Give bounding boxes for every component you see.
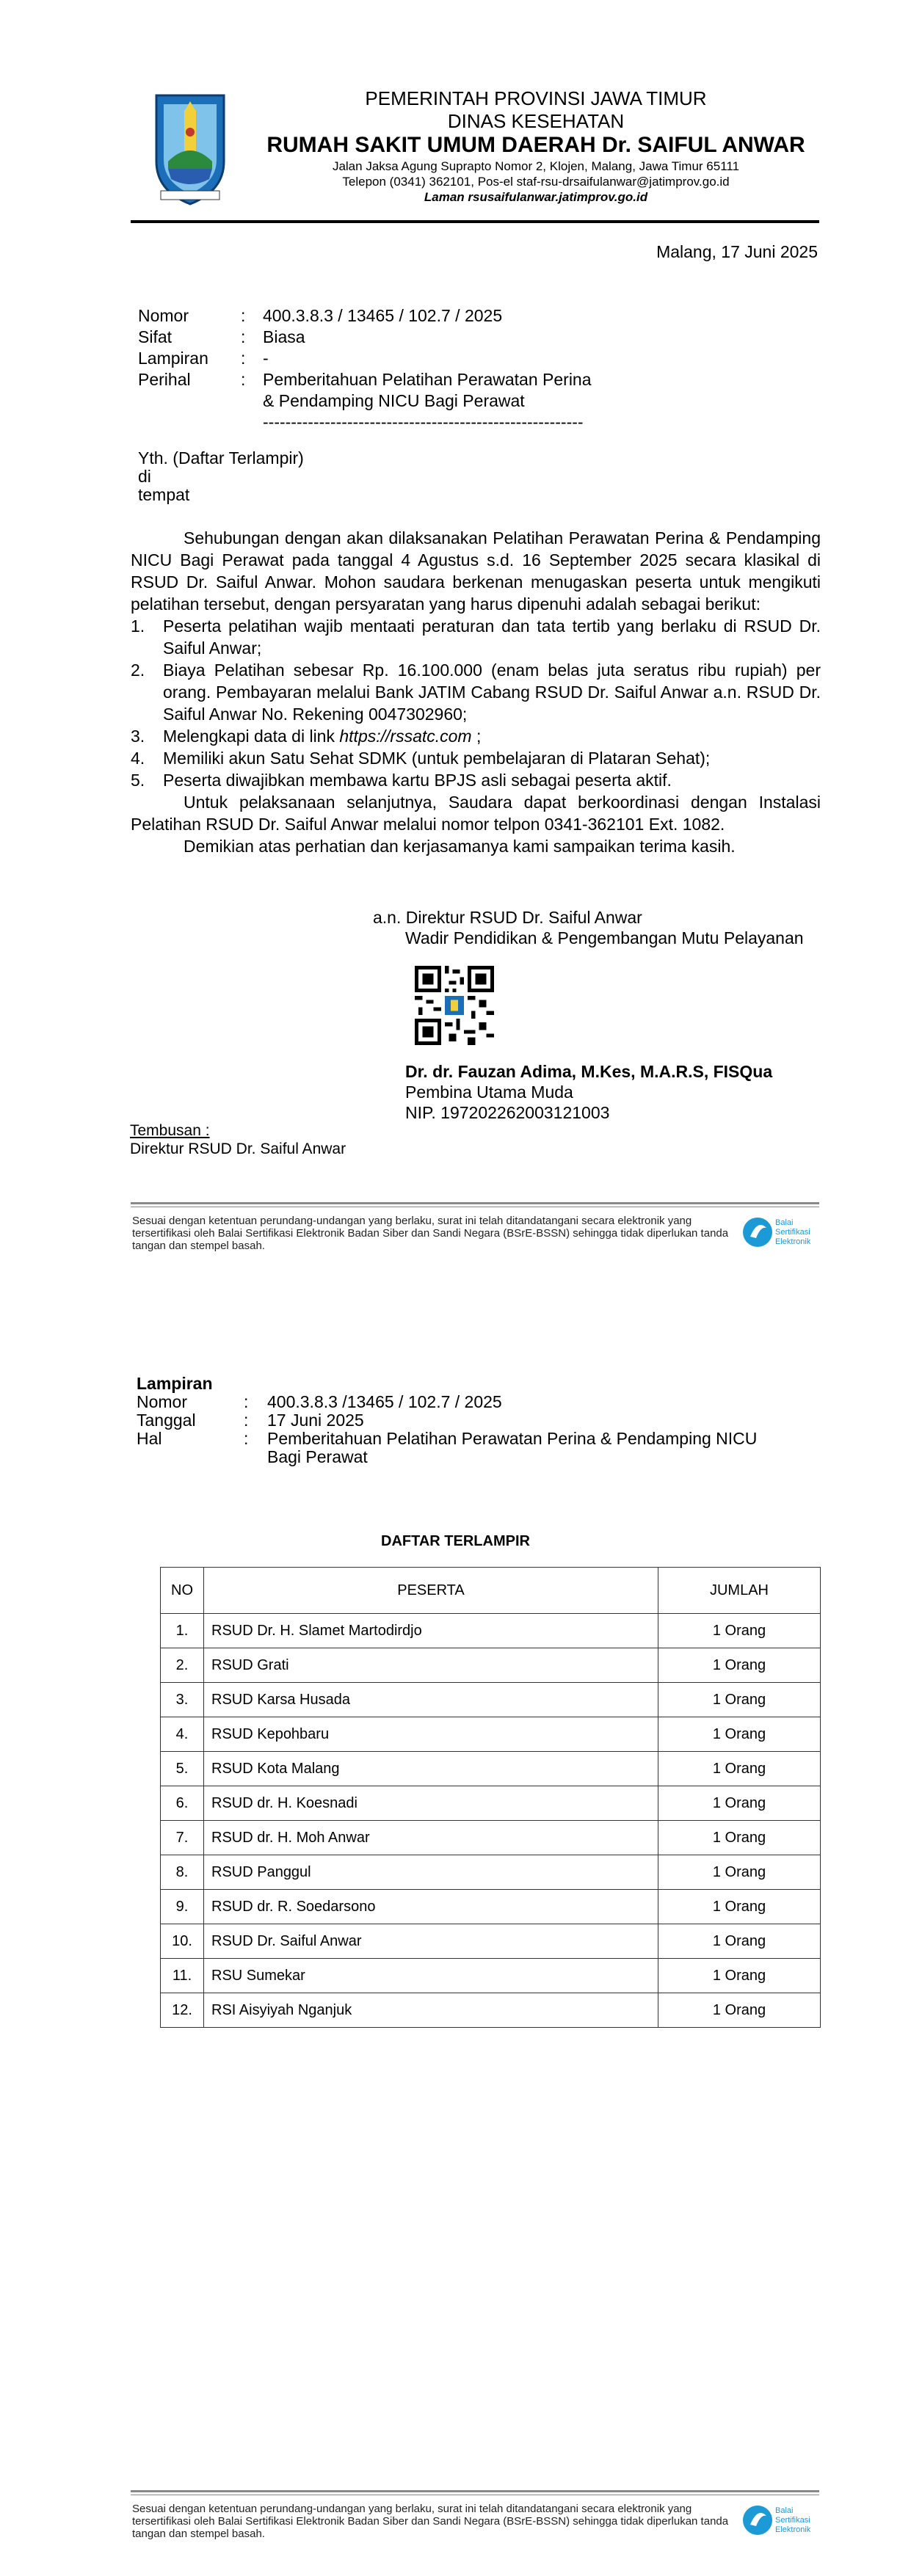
table-row	[161, 1959, 821, 1993]
row-number: 9.	[161, 1890, 204, 1924]
footer-divider	[131, 1202, 819, 1204]
letterhead-divider	[131, 220, 819, 223]
list-text: Melengkapi data di link	[163, 727, 340, 746]
perihal-dashes: ---------------------------------------------------------	[263, 412, 584, 432]
meta-value: 400.3.8.3 / 13465 / 102.7 / 2025	[263, 306, 503, 325]
signer-rank: Pembina Utama Muda	[405, 1083, 573, 1102]
hospital-contact: Telepon (0341) 362101, Pos-el staf-rsu-drsaifulanwar@jatimprov.go.id	[342, 175, 730, 189]
list-text: Biaya Pelatihan sebesar Rp. 16.100.000 (enam belas juta seratus ribu rupiah) per orang. Pembayaran melalui Bank JATIM Cabang RSUD Dr. Saiful Anwar a.n. RSUD Dr. Saiful Anwar No. Rekening 0047302960;	[163, 661, 821, 724]
meta-colon: :	[241, 306, 246, 325]
bsre-text: Balai	[775, 1218, 794, 1227]
attachment-row	[137, 1411, 781, 1430]
bsre-logo-icon	[741, 1212, 822, 1253]
row-number: 4.	[161, 1717, 204, 1752]
attachment-value: 400.3.8.3 /13465 / 102.7 / 2025	[267, 1392, 502, 1411]
meta-row	[138, 369, 630, 390]
row-quantity: 1 Orang	[658, 1890, 821, 1924]
row-number: 6.	[161, 1786, 204, 1821]
requirements-list	[131, 615, 821, 791]
e-signature-notice: Sesuai dengan ketentuan perundang-undangan yang berlaku, surat ini telah ditandatangani secara elektronik yang tersertifikasi oleh Balai Sertifikasi Elektronik Badan Siber dan Sandi Negara (BSrE-BSSN) sehingga tidak diperlukan tanda tangan dan stempel basah.	[132, 1215, 729, 1252]
meta-colon: :	[241, 327, 246, 346]
signer	[405, 1061, 772, 1123]
row-number: 7.	[161, 1821, 204, 1855]
carbon-copy-recipient: Direktur RSUD Dr. Saiful Anwar	[130, 1140, 346, 1157]
letter-body	[131, 527, 821, 857]
department-name: DINAS KESEHATAN	[447, 110, 625, 132]
hospital-website[interactable]: Laman rsusaifulanwar.jatimprov.go.id	[424, 190, 648, 204]
row-participant: RSUD Kepohbaru	[204, 1717, 658, 1752]
attachment-key: Hal	[137, 1429, 162, 1448]
table-header-row	[161, 1568, 821, 1614]
column-header-no: NO	[161, 1568, 204, 1614]
letter-page-2	[0, 1288, 911, 2576]
list-title: DAFTAR TERLAMPIR	[381, 1533, 530, 1549]
row-quantity: 1 Orang	[658, 1752, 821, 1786]
attachment-value: Pemberitahuan Pelatihan Perawatan Perina & Pendamping NICU	[267, 1429, 758, 1448]
row-participant: RSI Aisyiyah Nganjuk	[204, 1993, 658, 2028]
paragraph-closing: Demikian atas perhatian dan kerjasamanya kami sampaikan terima kasih.	[184, 837, 736, 856]
attachment-row	[137, 1393, 781, 1411]
row-quantity: 1 Orang	[658, 1821, 821, 1855]
list-number: 3.	[131, 727, 145, 746]
letterhead	[242, 87, 830, 205]
list-item	[131, 747, 821, 769]
attachment-hal-continuation: Bagi Perawat	[267, 1447, 368, 1466]
bsre-text: Balai	[775, 2506, 794, 2515]
bsre-text: Sertifikasi	[775, 2516, 810, 2525]
row-number: 3.	[161, 1683, 204, 1717]
row-participant: RSUD dr. H. Moh Anwar	[204, 1821, 658, 1855]
registration-link[interactable]: https://rssatc.com	[339, 727, 472, 746]
table-row	[161, 1614, 821, 1648]
table-row	[161, 1683, 821, 1717]
row-participant: RSUD Grati	[204, 1648, 658, 1683]
signature-block	[373, 907, 804, 948]
hospital-name: RUMAH SAKIT UMUM DAERAH Dr. SAIFUL ANWAR	[266, 133, 805, 157]
table-row	[161, 1924, 821, 1959]
table-row	[161, 1993, 821, 2028]
list-item	[131, 769, 821, 791]
attachment-value: 17 Juni 2025	[267, 1411, 364, 1430]
meta-row	[138, 327, 630, 348]
row-number: 12.	[161, 1993, 204, 2028]
government-name: PEMERINTAH PROVINSI JAWA TIMUR	[365, 87, 707, 109]
bsre-logo-icon	[741, 2500, 822, 2541]
meta-key: Lampiran	[138, 349, 208, 368]
attachment-colon: :	[244, 1392, 249, 1411]
sign-role: Wadir Pendidikan & Pengembangan Mutu Pelayanan	[405, 928, 804, 947]
row-quantity: 1 Orang	[658, 1614, 821, 1648]
letter-meta	[138, 305, 630, 433]
attachment-title: Lampiran	[137, 1374, 213, 1393]
table-row	[161, 1648, 821, 1683]
list-text: Peserta diwajibkan membawa kartu BPJS asli sebagai peserta aktif.	[163, 771, 672, 790]
meta-row	[138, 412, 630, 433]
e-signature-notice: Sesuai dengan ketentuan perundang-undangan yang berlaku, surat ini telah ditandatangani secara elektronik yang tersertifikasi oleh Balai Sertifikasi Elektronik Badan Siber dan Sandi Negara (BSrE-BSSN) sehingga tidak diperlukan tanda tangan dan stempel basah.	[132, 2503, 729, 2540]
table-row	[161, 1717, 821, 1752]
row-participant: RSU Sumekar	[204, 1959, 658, 1993]
row-participant: RSUD Karsa Husada	[204, 1683, 658, 1717]
attachment-row	[137, 1430, 781, 1448]
row-number: 2.	[161, 1648, 204, 1683]
participant-table	[160, 1567, 821, 2028]
table-row	[161, 1786, 821, 1821]
perihal-continuation: & Pendamping NICU Bagi Perawat	[263, 391, 525, 410]
list-text: Peserta pelatihan wajib mentaati peraturan dan tata tertib yang berlaku di RSUD Dr. Saiful Anwar;	[163, 616, 821, 658]
meta-colon: :	[241, 370, 246, 389]
row-participant: RSUD Panggul	[204, 1855, 658, 1890]
paragraph-coordination: Untuk pelaksanaan selanjutnya, Saudara dapat berkoordinasi dengan Instalasi Pelatihan RSUD Dr. Saiful Anwar melalui nomor telpon 0341-362101 Ext. 1082.	[131, 793, 821, 834]
list-text-tail: ;	[471, 727, 482, 746]
list-number: 4.	[131, 749, 145, 768]
list-number: 1.	[131, 616, 145, 636]
attachment-colon: :	[244, 1411, 249, 1430]
list-text: Memiliki akun Satu Sehat SDMK (untuk pembelajaran di Plataran Sehat);	[163, 749, 711, 768]
table-row	[161, 1752, 821, 1786]
list-number: 5.	[131, 771, 145, 790]
attachment-key: Nomor	[137, 1392, 188, 1411]
row-number: 8.	[161, 1855, 204, 1890]
recipient-line: tempat	[138, 485, 190, 504]
hospital-address: Jalan Jaksa Agung Suprapto Nomor 2, Klojen, Malang, Jawa Timur 65111	[332, 159, 740, 173]
carbon-copy-label: Tembusan :	[130, 1122, 210, 1139]
table-row	[161, 1890, 821, 1924]
attachment-row	[137, 1448, 781, 1466]
column-header-peserta: PESERTA	[204, 1568, 658, 1614]
footer-divider	[131, 2490, 819, 2492]
row-quantity: 1 Orang	[658, 1924, 821, 1959]
meta-row	[138, 305, 630, 327]
signature-qr-code	[415, 966, 494, 1045]
letter-date: Malang, 17 Juni 2025	[656, 242, 818, 261]
meta-value: -	[263, 349, 269, 368]
row-participant: RSUD dr. H. Koesnadi	[204, 1786, 658, 1821]
row-quantity: 1 Orang	[658, 1959, 821, 1993]
row-quantity: 1 Orang	[658, 1993, 821, 2028]
row-quantity: 1 Orang	[658, 1786, 821, 1821]
list-item	[131, 659, 821, 725]
table-row	[161, 1821, 821, 1855]
signer-nip: NIP. 197202262003121003	[405, 1103, 610, 1122]
attachment-colon: :	[244, 1429, 249, 1448]
meta-colon: :	[241, 349, 246, 368]
attachment-header	[137, 1375, 781, 1466]
recipient-line: di	[138, 467, 151, 486]
meta-key: Perihal	[138, 370, 191, 389]
row-quantity: 1 Orang	[658, 1683, 821, 1717]
row-number: 11.	[161, 1959, 204, 1993]
row-number: 5.	[161, 1752, 204, 1786]
signer-name: Dr. dr. Fauzan Adima, M.Kes, M.A.R.S, FISQua	[405, 1062, 773, 1081]
recipient-line: Yth. (Daftar Terlampir)	[138, 448, 304, 467]
attachment-key: Tanggal	[137, 1411, 196, 1430]
paragraph-intro: Sehubungan dengan akan dilaksanakan Pelatihan Perawatan Perina & Pendamping NICU Bagi Perawat pada tanggal 4 Agustus s.d. 16 September 2025 secara klasikal di RSUD Dr. Saiful Anwar. Mohon saudara berkenan menugaskan peserta untuk mengikuti pelatihan tersebut, dengan persyaratan yang harus dipenuhi adalah sebagai berikut:	[131, 528, 821, 614]
row-participant: RSUD dr. R. Soedarsono	[204, 1890, 658, 1924]
list-item	[131, 615, 821, 659]
list-text-with-link	[163, 725, 821, 747]
bsre-text: Elektronik	[775, 2525, 811, 2534]
meta-key: Nomor	[138, 306, 189, 325]
row-quantity: 1 Orang	[658, 1855, 821, 1890]
row-number: 1.	[161, 1614, 204, 1648]
sign-on-behalf: a.n. Direktur RSUD Dr. Saiful Anwar	[373, 908, 642, 927]
row-participant: RSUD Kota Malang	[204, 1752, 658, 1786]
meta-row	[138, 390, 630, 412]
row-quantity: 1 Orang	[658, 1717, 821, 1752]
row-number: 10.	[161, 1924, 204, 1959]
recipient	[138, 449, 304, 504]
meta-value: Pemberitahuan Pelatihan Perawatan Perina	[263, 370, 592, 389]
meta-value: Biasa	[263, 327, 305, 346]
list-number: 2.	[131, 661, 145, 680]
carbon-copy	[130, 1121, 346, 1158]
jatim-province-emblem-icon	[150, 88, 230, 207]
bsre-text: Elektronik	[775, 1237, 811, 1246]
bsre-text: Sertifikasi	[775, 1228, 810, 1237]
meta-key: Sifat	[138, 327, 173, 346]
column-header-jumlah: JUMLAH	[658, 1568, 821, 1614]
list-item	[131, 725, 821, 747]
meta-row	[138, 348, 630, 369]
row-participant: RSUD Dr. H. Slamet Martodirdjo	[204, 1614, 658, 1648]
row-quantity: 1 Orang	[658, 1648, 821, 1683]
table-row	[161, 1855, 821, 1890]
row-participant: RSUD Dr. Saiful Anwar	[204, 1924, 658, 1959]
